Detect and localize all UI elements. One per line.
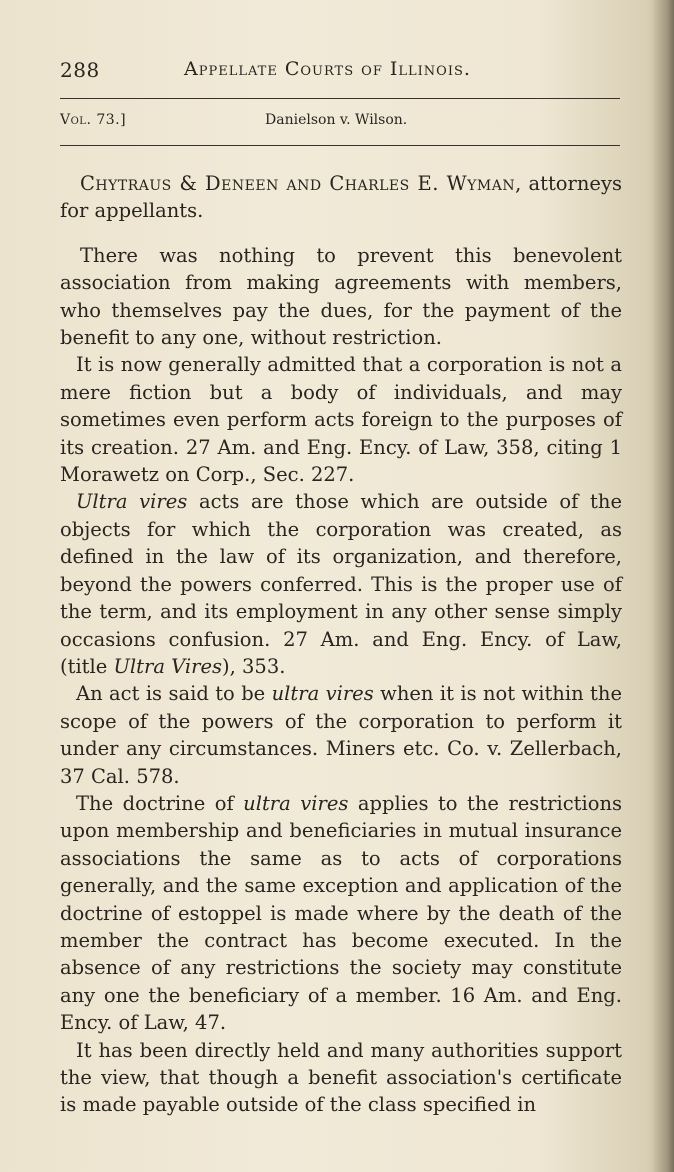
case-line (60, 112, 620, 134)
paragraph-2: It is now generally admitted that a corporation is not a mere fiction but a body of individuals, and may sometimes even perform acts foreign to the purposes of its creation. 27 Am. and Eng. Ency. of Law, 358, citing 1 Morawetz on Corp., Sec. 227. (60, 353, 622, 487)
p3-text-b: ), 353. (222, 654, 286, 678)
paragraph-6: It has been directly held and many authorities support the view, that though a benefit association's certificate is made payable outside of the class specified in (60, 1038, 622, 1117)
p4-text-b: when it is not within the scope of the powers of the corporation to perform it under any circumstances. Miners etc. Co. v. Zellerbach, 37 Cal. 578. (60, 682, 622, 788)
paragraph-1: There was nothing to prevent this benevolent association from making agreements with members, who themselves pay the dues, for the payment of the benefit to any one, without restriction. (60, 243, 622, 350)
p3-italic-ultra-vires: Ultra vires (76, 490, 188, 514)
p5-text-b: applies to the restrictions upon membership and beneficiaries in mutual insurance associations the same as to acts of corporations generally, and the same exception and application of the doctrine of estoppel is made where by the death of the member the contract has become executed. In the absence of any restrictions the society may constitute any one the beneficiary of a member. 16 Am. and Eng. Ency. of Law, 47. (60, 791, 623, 1035)
paragraph-4 (60, 680, 622, 790)
p3-italic-title: Ultra Vires (113, 654, 222, 678)
p4-text-a: An act is said to be (76, 682, 272, 706)
counsel-paragraph (60, 170, 622, 225)
volume-label: Vol. 73.] (60, 112, 127, 128)
body-text (60, 170, 622, 1119)
counsel-names: Chytraus & Deneen and Charles E. Wyman (80, 172, 516, 195)
court-title: Appellate Courts of Illinois. (184, 58, 471, 80)
p5-text-a: The doctrine of (76, 791, 244, 815)
p3-text-a: acts are those which are outside of the objects for which the corporation was created, as defined in the law of its organization, and therefore, beyond the powers conferred. This is the proper use of the term, and its employment in any other sense simply occasions confusion. 27 Am. and Eng. Ency. of Law, (title (60, 490, 622, 678)
running-head (60, 58, 620, 88)
page-edge-shadow (652, 0, 674, 1172)
paragraph-5 (60, 790, 622, 1037)
header-rule-bottom (60, 145, 620, 146)
paragraph-3 (60, 488, 622, 680)
p4-italic: ultra vires (271, 682, 374, 706)
header-rule-top (60, 98, 620, 99)
page-number: 288 (60, 58, 100, 82)
case-name: Danielson v. Wilson. (265, 112, 408, 128)
p5-italic: ultra vires (243, 791, 349, 815)
counsel-rest: , attorneys for appellants. (60, 172, 622, 223)
